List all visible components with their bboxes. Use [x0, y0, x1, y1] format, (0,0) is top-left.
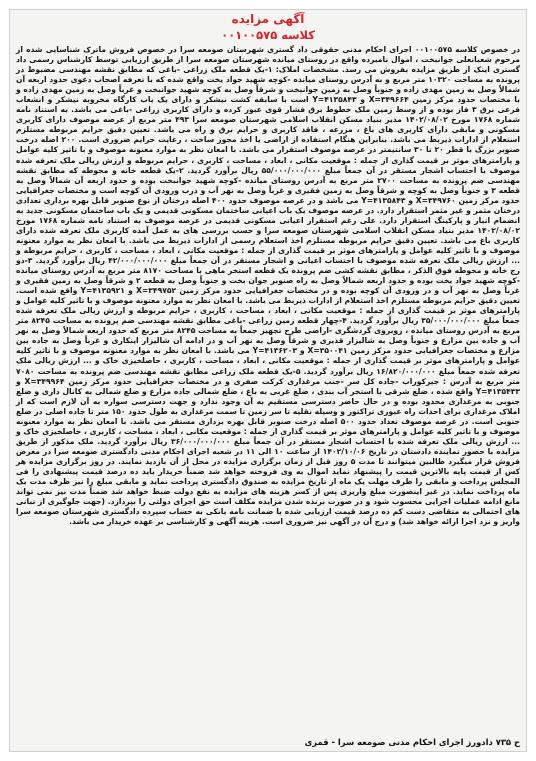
notice-header [10, 10, 526, 43]
notice-signature: ح ۷۳۵ دادورز اجرای احکام مدنی صومعه سرا - قمری [304, 737, 520, 747]
notice-title: آگهی مزایده [231, 12, 305, 26]
notice-body: در خصوص کلاسه ۰۰۱۰۰۵۷۵ اجرای احکام مدنی حقوقی داد گستری شهرستان صومعه سرا در خصوص فروش ماترک شناسایی شده از مرحوم شعبانعلی جوانبخت ، اموال نامبرده واقع در روستای میانده شهرستان صومعه سرا از طریق ارزیابی توسط کارشناس رسمی داد گستری اینک از طریق مزایده بفروش می رسد. مشخصات املاک: ۱-یک قطعه ملک زراعی -باغی که مطابق نقشه مهندسی مضبوط در پرونده به مساحت ۱۰۳۲۰ متر مربع و به آدرس روستای میانده -کوچه شهید جواد یخت واقع شده که با تعرفه اصحاب دعوی حدود اربعه آن شمالاً وصل به زمین مهدی زاده و جنوباً وصل به زمین جوانبخت و شرقاً وصل به کوچه شهید جوانبخت و غرباً وصل به زمین مهدی زاده و با مختصات حدود مرکز زمین X=۳۴۹۶۶۴ و Y=۴۱۳۵۸۴۳ است با سابقه کشت نیشکر و دارای یک باب کارگاه مخروبه نیشکر و انشعاب فرعی برق ۳ فاز بوده و از وسط زمین ملک خطوط برق فشار قوی عبور کرده و دارای کاربری زراعی -باغی می باشد. به استناد نامه شماره ۱۷۶۸ مورخ ۱۴۰۲/۰۸/۰۲ مدیر بنیاد مسکن انقلاب اسلامی شهرستان صومعه سرا ۴۹۳ متر مربع از عرصه موصوف دارای کاربری مسکونی و مابقی دارای کاربری های باغ ، مزرعه ، فاقد کاربری و حرایم برق و راه می باشد. تعیین دقیق حرایم مربوطه مستلزم استعلام از ادارات ذیربط می باشد. بنابراین هنگام استفاده از اراضی یا اخذ مجوز ساخت ، رعایت حرایم ضروری است. ۲۰۰ اصله درخت صنوبر بزرگ با قطر ۲۰ تا ۳۰ سانتیمتر در عرصه موصوف استقرار می باشد. با امعان نظر به موارد معنونه موصوف و با تاثیر کلیه عوامل و پارامترهای موثر بر قیمت گذاری از جمله : موقعیت مکانی ، ابعاد ، مساحت ، کاربری ، حرایم مربوطه و ارزش ریالی ملک تعرفه شده موصوف با احتساب اشجار مستقر در آن جمعاً مبلغ ۵۵/۰۰۰/۰۰۰/۰۰۰ ریال برآورد گردید. ۲-یک قطعه خانه و محوطه که مطابق نقشه مهندسی ضم پرونده به مساحت ۲۷۰۰ متر مربع به آدرس روستای میانده -کوچه شهید جوانبخت بوده و حدود اربعه آن شمالاً وصل به قطعه ۳ و جنوباً وصل به کوچه و شرقاً وصل به زمین فقیری و غرباً وصل به نهر آب و درب ورودی آن کوچه است و مختصات جغرافیایی حدود مرکز زمین X=۳۴۹۷۶۰ و Y=۴۱۳۵۸۴۳ می باشد و در عرصه موصوف حدود ۴۰۰ اصله درختان از نوع صنوبر قابل بهره برداری تعدادی درختان مثمر و غیر مثمر استقرار دارد. در عرصه موصوف یک باب اعیانی ساختمان مسکونی قدیمی و یک باب ساختمان مسکونی جدید به انضمام انبار و پارکینگ استقرار دارد. علی رغم استقرار اعیانی مسکونی قدیمی در عرصه موصوف به استناد نامه شماره ۱۷۶۸ مورخ ۱۴۰۲/۰۸/۰۲ مدیر بنیاد مسکن انقلاب اسلامی شهرستان صومعه سرا و حسب بررسی های به عمل آمده کاربری ملک تعرفه شده دارای کاربری باغ می باشد. تعیین دقیق حرایم مربوطه مستلزم اخذ استعلام رسمی از ادارات ذیربط می باشد. با امعان نظر به موارد معنونه موصوف و با تاثیر کلیه عوامل و پارامترهای موثر بر قیمت گذاری از جمله : موقعیت مکانی ، ابعاد ، مساحت ، کاربری ، حرایم مربوطه و ... ارزش ریالی ملک تعرفه شده موصوف با احتساب اعیانی و اشجار مستقر در آن جمعاً مبلغ ۴۲/۰۰۰/۰۰۰/۰۰۰ ریال برآورد گردید. ۳-دو رج خانه و محوطه فوق الذکر ، مطابق نقشه کشی ضم پرونده یک قطعه استخر ماهی با مساحت ۸۱۷۰ متر مربع به آدرس روستای میانده -کوچه شهید جواد یخت بوده و حدود اربعه شمالاً وصل به راه صنوبر جوان بخت و جنوباً وصل به قطعه ۲ و شرقاً وصل به زمین فقیری و غرباً وصل به نهر آب و در ورودی آن کوچه بوده و در مختصات جغرافیایی حدود مرکز زمین X=۳۴۹۷۵۲ و Y=۴۱۳۵۹۲۱ واقع شده است. تعیین دقیق حرایم مربوطه مستلزم اخذ استعلام از ادارات ذیربط می باشد. با امعان نظر به موارد معنونه موصوف و با تاثیر کلیه عوامل و پارامترهای موثر بر قیمت گذاری از جمله : موقعیت مکانی ، ابعاد ، مساحت ، کاربری ، حرایم مربوطه و ارزش ریالی ملک تعرفه شده جمعاً مبلغ ۳۵/۰۰۰/۰۰۰/۰۰۰ ریال برآورد گردید. ۴-چهار قطعه زمین زراعی -باغی مطابق نقشه مهندسی ضم پرونده به مساحت ۸۲۴۵ متر مربع به آدرس روستای میانده ، روبروی گردشگری -اراضی طرح تجهیز جمعاً به مساحت ۸۲۴۵ متر مربع که حدود اربعه شمالاً وصل به نهر آب و جاده بین مزارع و جنوباً وصل به شالیزار قدیری و شرقاً وصل به نهر آب و در ادامه آن شالیزار اینکاری و غرباً وصل به جاده بین مزارع و مختصات جغرافیایی حدود مرکز زمین X=۳۵۰۰۴۱ و Y=۴۱۳۶۲۰۳ می باشد. با امعان نظر به موارد معنونه موصوف و با تاثیر کلیه عوامل و پارامترهای موثر بر قیمت گذاری از جمله : موقعیت مکانی ، ابعاد ، مساحت ، کاربری ، حاصلخیزی خاک و ... ارزش ریالی ملک تعرفه شده جمعاً مبلغ ۱۶/۸۲۰/۰۰۰/۰۰۰ ریال برآورد گردید. ۵-یک قطعه ملک زراعی مطابق نقشه مهندسی ضم پرونده به مساحت ۷۰۸۰ متر مربع به آدرس : جیرکوراب -جاده کل سر -جنب مرغداری کرکت صفری و در مختصات جغرافیایی حدود مرکز زمین X=۳۴۹۹۶۴ و Y=۴۱۳۵۴۳۳ واقع شده ، ضلع شرقی با استخر آب بندی ، ضلع غربی به باغ ، ضلع شمالی جاده مزارع و ضلع شمالی به کانال داری و ضلع جنوبی به مرغداری محدود بوده و در حال حاضر دسترسی مستقیم به آن وجود ندارد و جهت دسترسی سواره به آن لازم است که از املاک مرغداری برای احداث راه عبوری تراکتور و وسیله نقلیه تا سر زمین تا سمت مرغداری به طول حدود ۱۵۰ متر تا جاده اصلی در ضلع جنوبی است. در عرصه موصوف تعداد حدود ۵۰۰ اصله درخت صنوبر قابل بهره برداری مستقر می باشد. با امعان نظر به موارد معنونه موصوف و با تاثیر کلیه عوامل و پارامترهای موثر بر قیمت گذاری از جمله : موقعیت مکانی ، ابعاد ، مساحت ، کاربری ، حاصلخیزی خاک و ... ارزش ریالی ملک تعرفه شده با احتساب اشجار مستقر در آن جمعاً مبلغ ۳۶/۰۰۰/۰۰۰/۰۰۰ ریال برآورد گردید. ملک مذکور از طریق مزایده با حضور نماینده دادستان در تاریخ ۱۴۰۲/۱۰/۰۶ از ساعت ۱۰ الی ۱۱ در شعبه اجرای احکام مدنی دادگستری صومعه سرا در معرض فروش قرار میگیرد طالبین میتوانند تا مدت ۵ روز قبل از زمان برگزاری مزایده در محل از آن بازدید نمایند. در روز برگزاری مزایده هر کس از قیمت پایه بالاترین قیمت را پیشنهاد نماید اموال به وی فروخته خواهد شد ضمناً خریدار باید ده درصد قیمت پیشنهادی را فی المجلس پرداخت و مابقی را ظرف مهلت یک ماه از تاریخ مزایده به صندوق دادگستری پرداخت نماید و مابقی مبلغ را نیز ظرف مدت یک ماه پرداخت نماید. در غیر اینصورت مبلغ واریزی پس از کسر هزینه های مزایده به نفع دولت ضبط خواهد شد ضمناً مدت نیز نمی تواند مانع ادامه عملیات اجرایی محسوب شود و در صورت برنده شدن مزایده مکلف است حق اجرای دولتی را بپردازد. (جهت جلوگیری از تبانی های احتمالی به متقاضی دست کم ده درصد قیمت ارزیابی شده یا ضمانت نامه بانکی به حساب سپرده دادگستری شهرستان صومعه سرا واریز و نزد اجرا ارائه خواهد شد) و درج آن در آگهی نیز ضروری است. هزینه آگهی و کارشناسی بر عهده خریدار می باشد. [16, 45, 521, 527]
class-number: کلاسه ۰۰۱۰۰۵۷۵ [221, 28, 315, 42]
auction-notice [9, 9, 527, 752]
